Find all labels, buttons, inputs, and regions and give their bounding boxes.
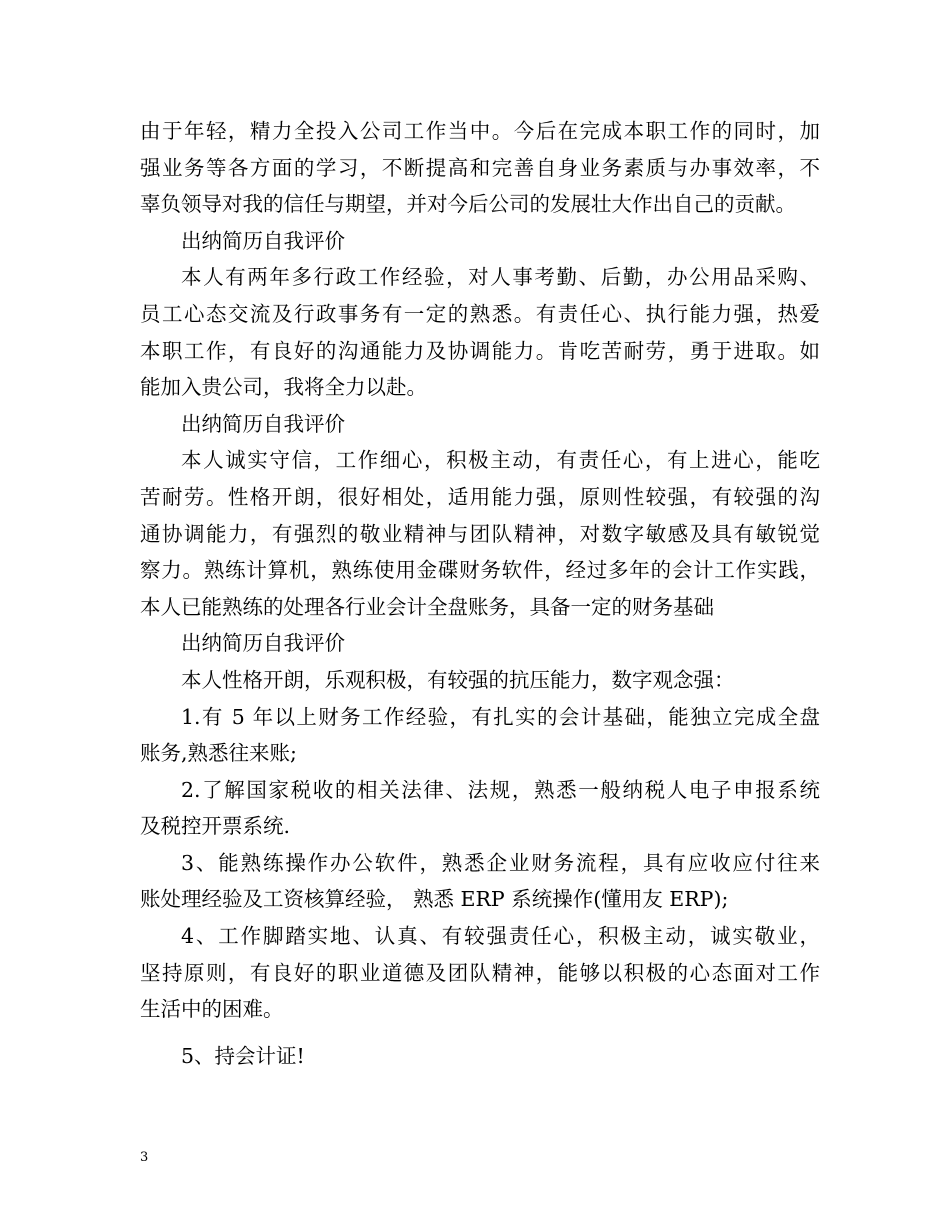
text-line: 员工心态交流及行政事务有一定的熟悉。有责任心、执行能力强，热爱 [140,301,820,326]
text-line: 本职工作，有良好的沟通能力及协调能力。肯吃苦耐劳，勇于进取。如 [140,338,820,363]
text-line: 由于年轻，精力全投入公司工作当中。今后在完成本职工作的同时，加 [140,119,820,143]
text-line: 2.了解国家税收的相关法律、法规，熟悉一般纳税人电子申报系统 [181,777,820,802]
text-line: 5、持会计证! [181,1043,305,1068]
text-line: 本人诚实守信，工作细心，积极主动，有责任心，有上进心，能吃 [181,448,820,473]
spacer [140,1028,820,1038]
text-line: 账务,熟悉往来账; [140,741,297,766]
text-line: 坚持原则，有良好的职业道德及团队精神，能够以积极的心态面对工作 [140,960,820,985]
text-line: 辜负领导对我的信任与期望，并对今后公司的发展壮大作出自己的贡献。 [140,192,796,217]
text-line: 苦耐劳。性格开朗，很好相处，适用能力强，原则性较强，有较强的沟 [140,484,820,509]
text-line: 3、能熟练操作办公软件，熟悉企业财务流程，具有应收应付往来 [181,850,820,875]
text-line: 及税控开票系统. [140,814,291,839]
text-line: 4、工作脚踏实地、认真、有较强责任心，积极主动，诚实敬业， [181,924,820,949]
text-line: 通协调能力，有强烈的敬业精神与团队精神，对数字敏感及具有敏锐觉 [140,521,820,546]
section-heading: 出纳简历自我评价 [181,631,345,656]
text-line: 生活中的困难。 [140,997,284,1022]
text-line: 本人有两年多行政工作经验，对人事考勤、后勤，办公用品采购、 [181,265,820,290]
list-item-4 [140,918,820,1028]
list-item-3 [140,845,820,918]
list-item-1 [140,699,820,772]
section-heading: 出纳简历自我评价 [181,228,345,253]
paragraph-evaluation-2 [140,442,820,625]
page-number: 3 [140,1150,149,1165]
text-line: 察力。熟练计算机，熟练使用金碟财务软件，经过多年的会计工作实践， [140,558,820,583]
list-item-2 [140,772,820,845]
text-line: 本人性格开朗，乐观积极，有较强的抗压能力，数字观念强： [181,667,735,692]
document-body [140,113,820,1074]
text-line: 能加入贵公司，我将全力以赴。 [140,375,427,400]
paragraph-evaluation-3-intro [140,662,820,699]
text-line: 1.有 5 年以上财务工作经验，有扎实的会计基础，能独立完成全盘 [181,704,820,729]
section-heading: 出纳简历自我评价 [181,411,345,436]
list-item-5 [140,1038,820,1075]
text-line: 本人已能熟练的处理各行业会计全盘账务，具备一定的财务基础 [140,594,714,619]
text-line: 强业务等各方面的学习，不断提高和完善自身业务素质与办事效率，不 [140,155,820,180]
paragraph-intro [140,113,820,223]
text-line: 账处理经验及工资核算经验， 熟悉 ERP 系统操作(懂用友 ERP); [140,887,729,912]
paragraph-evaluation-1 [140,259,820,405]
